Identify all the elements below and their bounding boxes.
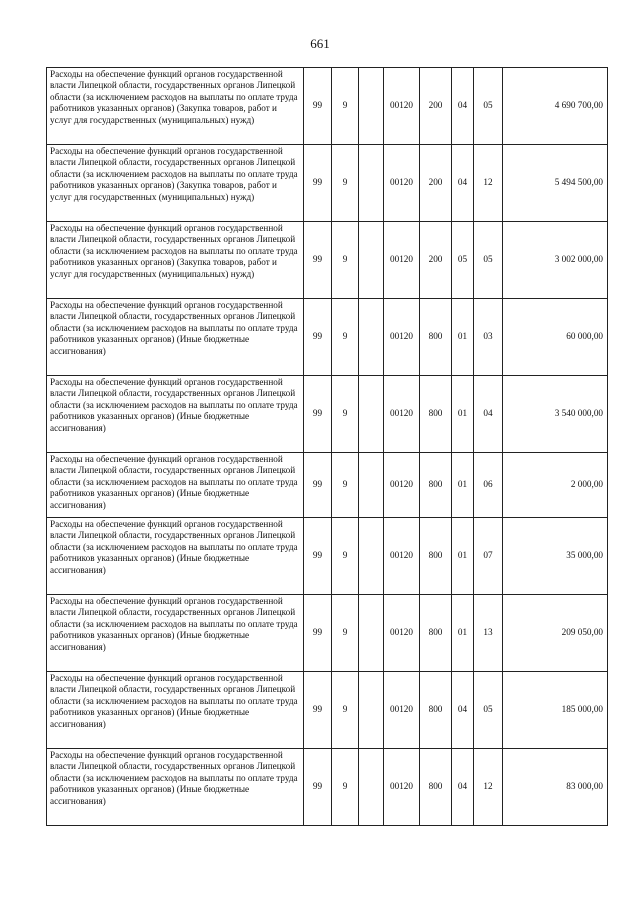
cell-subsection: 04 (474, 376, 503, 453)
cell-subsection: 06 (474, 453, 503, 518)
cell-program: 99 (304, 222, 332, 299)
cell-description: Расходы на обеспечение функций органов государственной власти Липецкой области, государственных органов Липецкой области (за исключением расходов на выплаты по оплате труда работников указанных органов) (Иные бюджетные ассигнования) (47, 299, 304, 376)
page-number: 661 (310, 36, 330, 51)
cell-program: 99 (304, 595, 332, 672)
cell-subprogram: 9 (332, 376, 359, 453)
cell-section: 04 (452, 749, 474, 826)
cell-amount: 83 000,00 (503, 749, 608, 826)
cell-description: Расходы на обеспечение функций органов государственной власти Липецкой области, государственных органов Липецкой области (за исключением расходов на выплаты по оплате труда работников указанных органов) (Иные бюджетные ассигнования) (47, 453, 304, 518)
cell-description: Расходы на обеспечение функций органов государственной власти Липецкой области, государственных органов Липецкой области (за исключением расходов на выплаты по оплате труда работников указанных органов) (Иные бюджетные ассигнования) (47, 518, 304, 595)
table-row (47, 299, 608, 376)
table-row (47, 68, 608, 145)
cell-direction: 00120 (384, 749, 420, 826)
cell-subprogram: 9 (332, 749, 359, 826)
cell-subsection: 13 (474, 595, 503, 672)
table-row (47, 376, 608, 453)
cell-amount: 209 050,00 (503, 595, 608, 672)
cell-section: 04 (452, 672, 474, 749)
cell-program: 99 (304, 376, 332, 453)
cell-direction: 00120 (384, 672, 420, 749)
cell-subsection: 05 (474, 222, 503, 299)
cell-expense-type: 800 (420, 595, 452, 672)
cell-program: 99 (304, 145, 332, 222)
cell-program: 99 (304, 672, 332, 749)
cell-amount: 3 002 000,00 (503, 222, 608, 299)
cell-subprogram: 9 (332, 453, 359, 518)
cell-subprogram: 9 (332, 145, 359, 222)
cell-expense-type: 200 (420, 68, 452, 145)
cell-amount: 60 000,00 (503, 299, 608, 376)
cell-expense-type: 800 (420, 672, 452, 749)
cell-description: Расходы на обеспечение функций органов государственной власти Липецкой области, государственных органов Липецкой области (за исключением расходов на выплаты по оплате труда работников указанных органов) (Иные бюджетные ассигнования) (47, 672, 304, 749)
cell-subsection: 03 (474, 299, 503, 376)
cell-main-activity (359, 518, 384, 595)
cell-expense-type: 800 (420, 376, 452, 453)
cell-main-activity (359, 453, 384, 518)
cell-description: Расходы на обеспечение функций органов государственной власти Липецкой области, государственных органов Липецкой области (за исключением расходов на выплаты по оплате труда работников указанных органов) (Закупка товаров, работ и услуг для государственных (муниципальных) нужд) (47, 145, 304, 222)
cell-program: 99 (304, 749, 332, 826)
cell-direction: 00120 (384, 453, 420, 518)
cell-subsection: 05 (474, 672, 503, 749)
cell-subsection: 05 (474, 68, 503, 145)
cell-program: 99 (304, 518, 332, 595)
table-row (47, 672, 608, 749)
cell-subprogram: 9 (332, 672, 359, 749)
cell-description: Расходы на обеспечение функций органов государственной власти Липецкой области, государственных органов Липецкой области (за исключением расходов на выплаты по оплате труда работников указанных органов) (Закупка товаров, работ и услуг для государственных (муниципальных) нужд) (47, 222, 304, 299)
cell-section: 01 (452, 376, 474, 453)
cell-main-activity (359, 672, 384, 749)
cell-main-activity (359, 68, 384, 145)
cell-subprogram: 9 (332, 595, 359, 672)
cell-program: 99 (304, 68, 332, 145)
cell-expense-type: 800 (420, 749, 452, 826)
budget-table-body (47, 68, 608, 826)
table-row (47, 518, 608, 595)
cell-program: 99 (304, 453, 332, 518)
cell-direction: 00120 (384, 595, 420, 672)
cell-subprogram: 9 (332, 299, 359, 376)
cell-main-activity (359, 376, 384, 453)
cell-subsection: 12 (474, 145, 503, 222)
cell-main-activity (359, 299, 384, 376)
cell-section: 05 (452, 222, 474, 299)
cell-subprogram: 9 (332, 222, 359, 299)
cell-description: Расходы на обеспечение функций органов государственной власти Липецкой области, государственных органов Липецкой области (за исключением расходов на выплаты по оплате труда работников указанных органов) (Иные бюджетные ассигнования) (47, 595, 304, 672)
cell-section: 01 (452, 595, 474, 672)
cell-amount: 35 000,00 (503, 518, 608, 595)
cell-description: Расходы на обеспечение функций органов государственной власти Липецкой области, государственных органов Липецкой области (за исключением расходов на выплаты по оплате труда работников указанных органов) (Закупка товаров, работ и услуг для государственных (муниципальных) нужд) (47, 68, 304, 145)
cell-expense-type: 200 (420, 222, 452, 299)
cell-main-activity (359, 749, 384, 826)
table-row (47, 222, 608, 299)
cell-subsection: 07 (474, 518, 503, 595)
cell-expense-type: 200 (420, 145, 452, 222)
cell-section: 01 (452, 299, 474, 376)
cell-section: 04 (452, 145, 474, 222)
cell-section: 04 (452, 68, 474, 145)
cell-direction: 00120 (384, 222, 420, 299)
cell-subprogram: 9 (332, 518, 359, 595)
cell-expense-type: 800 (420, 453, 452, 518)
cell-expense-type: 800 (420, 518, 452, 595)
cell-direction: 00120 (384, 376, 420, 453)
cell-direction: 00120 (384, 68, 420, 145)
cell-amount: 5 494 500,00 (503, 145, 608, 222)
cell-amount: 4 690 700,00 (503, 68, 608, 145)
cell-section: 01 (452, 453, 474, 518)
cell-main-activity (359, 595, 384, 672)
table-row (47, 595, 608, 672)
table-row (47, 749, 608, 826)
cell-direction: 00120 (384, 518, 420, 595)
cell-description: Расходы на обеспечение функций органов государственной власти Липецкой области, государственных органов Липецкой области (за исключением расходов на выплаты по оплате труда работников указанных органов) (Иные бюджетные ассигнования) (47, 749, 304, 826)
cell-direction: 00120 (384, 145, 420, 222)
cell-amount: 3 540 000,00 (503, 376, 608, 453)
cell-amount: 2 000,00 (503, 453, 608, 518)
cell-main-activity (359, 145, 384, 222)
cell-description: Расходы на обеспечение функций органов государственной власти Липецкой области, государственных органов Липецкой области (за исключением расходов на выплаты по оплате труда работников указанных органов) (Иные бюджетные ассигнования) (47, 376, 304, 453)
cell-main-activity (359, 222, 384, 299)
budget-table (46, 67, 608, 826)
cell-expense-type: 800 (420, 299, 452, 376)
table-row (47, 453, 608, 518)
cell-direction: 00120 (384, 299, 420, 376)
table-row (47, 145, 608, 222)
cell-program: 99 (304, 299, 332, 376)
cell-section: 01 (452, 518, 474, 595)
cell-subsection: 12 (474, 749, 503, 826)
cell-amount: 185 000,00 (503, 672, 608, 749)
cell-subprogram: 9 (332, 68, 359, 145)
